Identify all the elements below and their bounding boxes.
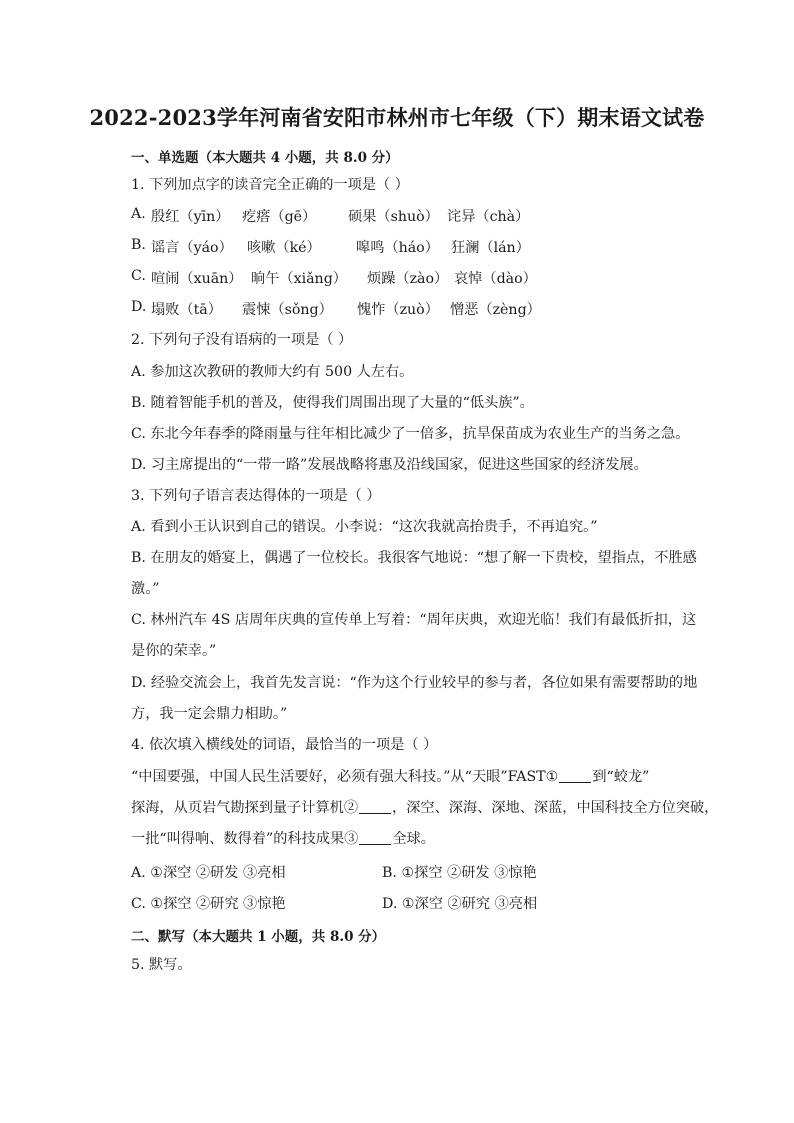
section-heading-dictation: 二、默写（本大题共 1 小题，共 8.0 分） — [131, 929, 386, 945]
option-item: 烦躁（zào） — [367, 271, 449, 287]
option-label: D. — [131, 299, 147, 315]
section-heading-single-choice: 一、单选题（本大题共 4 小题，共 8.0 分） — [131, 150, 399, 166]
q2-option-c: C. 东北今年春季的降雨量与往年相比减少了一倍多，抗旱保苗成为农业生产的当务之急。 — [131, 426, 690, 442]
option-item: 愧怍（zuò） — [357, 302, 439, 318]
q3-option-b-line1: B. 在朋友的婚宴上，偶遇了一位校长。我很客气地说：“想了解一下贵校，望指点，不胜感 — [131, 550, 697, 566]
q3-option-d-line1: D. 经验交流会上，我首先发言说：“作为这个行业较早的参与者，各位如果有需要帮助的地 — [131, 675, 698, 691]
option-item: 喧闹（xuān） — [151, 271, 243, 287]
option-item: 诧异（chà） — [447, 209, 530, 225]
fill-blank-2 — [359, 799, 391, 814]
option-item: 塌败（tā） — [151, 302, 222, 318]
q1-stem: 1. 下列加点字的读音完全正确的一项是（ ） — [131, 177, 409, 193]
q2-stem: 2. 下列句子没有语病的一项是（ ） — [131, 332, 353, 348]
q4-stem: 4. 依次填入横线处的词语，最恰当的一项是（ ） — [131, 737, 438, 753]
option-item: 谣言（yáo） — [151, 240, 233, 256]
fill-blank-3 — [359, 830, 391, 845]
q4-passage-line3 — [131, 829, 435, 849]
q4-option-b: B. ①探空 ②研发 ③惊艳 — [382, 865, 537, 881]
q2-option-b: B. 随着智能手机的普及，使得我们周围出现了大量的“低头族”。 — [131, 395, 534, 411]
q3-option-c-line1: C. 林州汽车 4S 店周年庆典的宣传单上写着：“周年庆典，欢迎光临！我们有最低折扣，这 — [131, 612, 697, 628]
q4-option-c: C. ①探空 ②研究 ③惊艳 — [131, 896, 286, 912]
option-item: 哀悼（dào） — [454, 271, 537, 287]
option-item: 咳嗽（ké） — [247, 240, 321, 256]
option-item: 硕果（shuò） — [348, 209, 439, 225]
q4-option-a: A. ①深空 ②研发 ③亮相 — [131, 865, 286, 881]
option-item: 疙瘩（gē） — [242, 209, 317, 225]
option-item: 震悚（sǒng） — [242, 302, 333, 318]
q5-stem: 5. 默写。 — [131, 957, 192, 973]
passage-text: “中国要强，中国人民生活要好，必须有强大科技。”从“天眼”FAST① — [131, 769, 559, 785]
option-label: A. — [131, 206, 146, 222]
q3-option-c-line2: 是你的荣幸。” — [131, 643, 217, 659]
q3-option-a: A. 看到小王认识到自己的错误。小李说：“这次我就高抬贵手，不再追究。” — [131, 519, 598, 535]
fill-blank-1 — [559, 768, 591, 783]
q3-option-d-line2: 方，我一定会鼎力相助。” — [131, 706, 288, 722]
option-item: 憎恶（zèng） — [450, 302, 541, 318]
option-item: 殷红（yīn） — [151, 209, 230, 225]
q2-option-d: D. 习主席提出的“一带一路”发展战略将惠及沿线国家，促进这些国家的经济发展。 — [131, 457, 648, 473]
q4-passage-line2 — [131, 798, 718, 818]
passage-text: 一批“叫得响、数得着”的科技成果③ — [131, 831, 359, 847]
q3-stem: 3. 下列句子语言表达得体的一项是（ ） — [131, 488, 381, 504]
option-item: 狂澜（lán） — [451, 240, 530, 256]
option-item: 嗥鸣（háo） — [356, 240, 439, 256]
exam-title: 2022-2023学年河南省安阳市林州市七年级（下）期末语文试卷 — [89, 105, 705, 130]
passage-text: 全球。 — [392, 831, 435, 847]
q2-option-a: A. 参加这次教研的教师大约有 500 人左右。 — [131, 364, 414, 380]
passage-text: 到“蛟龙” — [592, 769, 650, 785]
option-label: C. — [131, 268, 146, 284]
q4-passage-line1 — [131, 767, 649, 787]
passage-text: ，深空、深海、深地、深蓝，中国科技全方位突破， — [392, 800, 719, 816]
passage-text: 探海，从页岩气勘探到量子计算机② — [131, 800, 359, 816]
option-label: B. — [131, 237, 146, 253]
q3-option-b-line2: 激。” — [131, 581, 160, 597]
q4-option-d: D. ①深空 ②研究 ③亮相 — [382, 896, 538, 912]
option-item: 晌午（xiǎng） — [251, 271, 347, 287]
